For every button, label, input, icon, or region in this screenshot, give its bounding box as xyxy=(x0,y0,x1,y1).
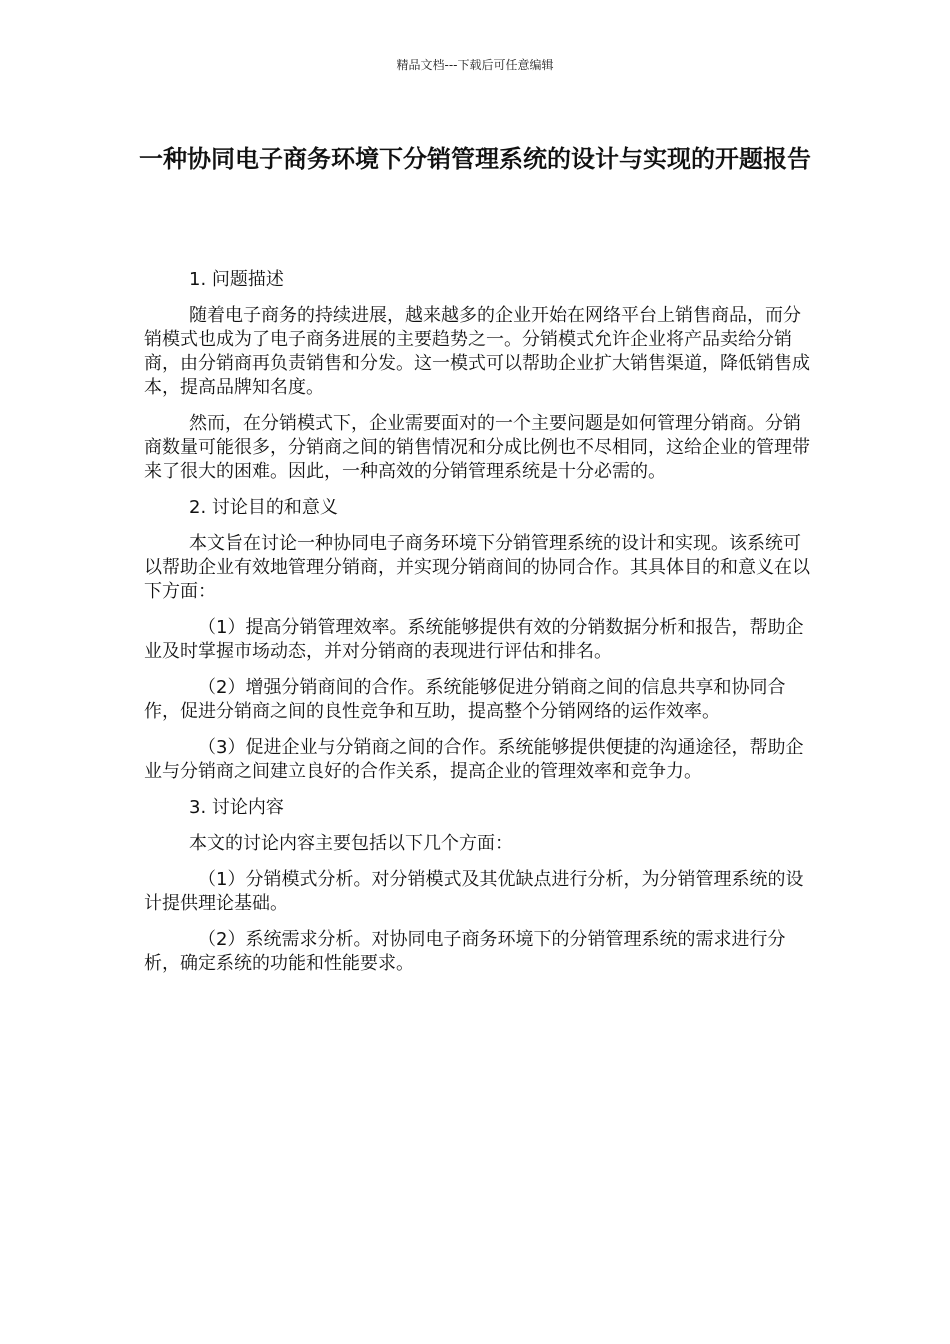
page-header-watermark: 精品文档---下载后可任意编辑 xyxy=(396,58,554,72)
list-item: （2）系统需求分析。对协同电子商务环境下的分销管理系统的需求进行分析，确定系统的功能和性能要求。 xyxy=(144,929,786,974)
list-item: （1）提高分销管理效率。系统能够提供有效的分销数据分析和报告，帮助企业及时掌握市场动态，并对分销商的表现进行评估和排名。 xyxy=(144,617,804,662)
paragraph: 然而，在分销模式下，企业需要面对的一个主要问题是如何管理分销商。分销商数量可能很多，分销商之间的销售情况和分成比例也不尽相同，这给企业的管理带来了很大的困难。因此，一种高效的分销管理系统是十分必需的。 xyxy=(144,413,810,482)
document-title: 一种协同电子商务环境下分销管理系统的设计与实现的开题报告 xyxy=(139,145,811,173)
paragraph: 本文的讨论内容主要包括以下几个方面： xyxy=(189,833,513,854)
document-body xyxy=(144,268,812,988)
list-item: （2）增强分销商间的合作。系统能够促进分销商之间的信息共享和协同合作，促进分销商之间的良性竞争和互助，提高整个分销网络的运作效率。 xyxy=(144,677,786,722)
paragraph: 本文旨在讨论一种协同电子商务环境下分销管理系统的设计和实现。该系统可以帮助企业有效地管理分销商，并实现分销商间的协同合作。其具体目的和意义在以下方面： xyxy=(144,533,810,602)
section-heading-2: 2. 讨论目的和意义 xyxy=(189,497,338,518)
list-item: （3）促进企业与分销商之间的合作。系统能够提供便捷的沟通途径，帮助企业与分销商之间建立良好的合作关系，提高企业的管理效率和竞争力。 xyxy=(144,737,804,782)
section-heading-1: 1. 问题描述 xyxy=(189,269,284,290)
paragraph: 随着电子商务的持续进展，越来越多的企业开始在网络平台上销售商品，而分销模式也成为了电子商务进展的主要趋势之一。分销模式允许企业将产品卖给分销商，由分销商再负责销售和分发。这一模式可以帮助企业扩大销售渠道，降低销售成本，提高品牌知名度。 xyxy=(144,305,810,398)
list-item: （1）分销模式分析。对分销模式及其优缺点进行分析，为分销管理系统的设计提供理论基础。 xyxy=(144,869,804,914)
section-heading-3: 3. 讨论内容 xyxy=(189,797,284,818)
